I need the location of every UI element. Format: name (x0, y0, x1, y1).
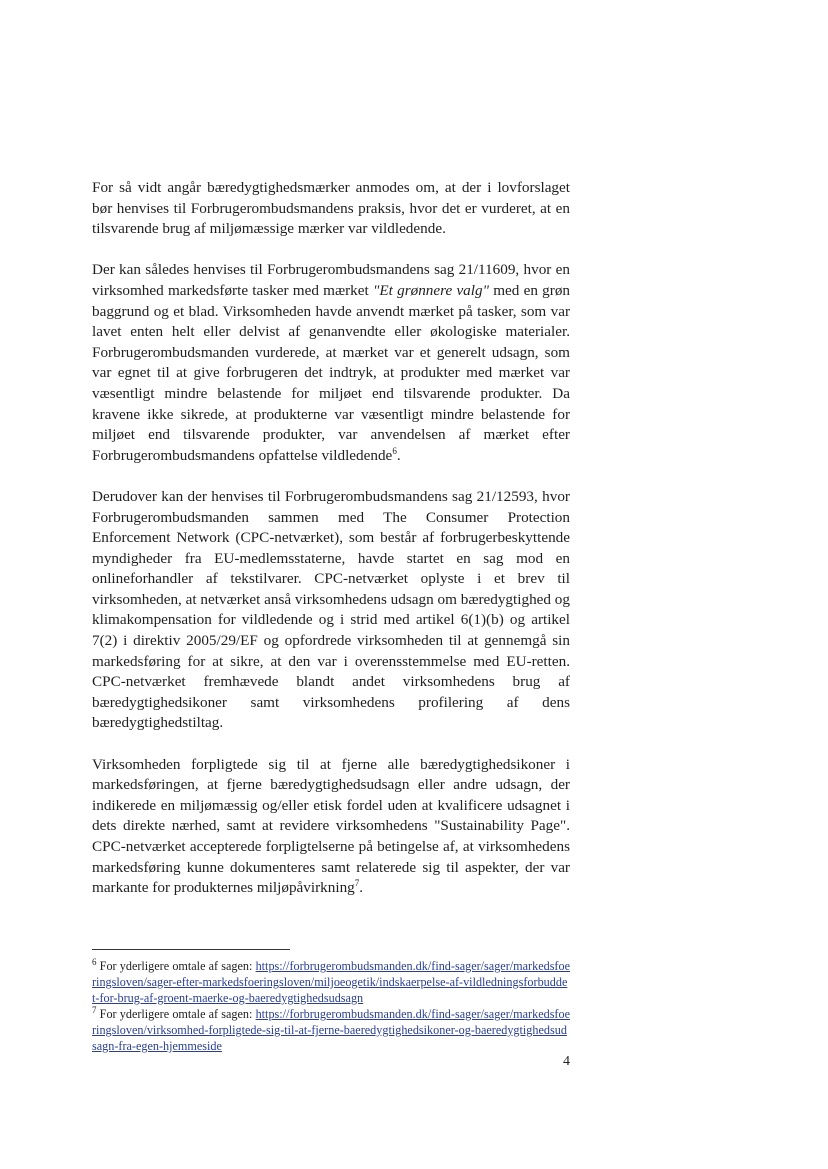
footnote-number: 6 (92, 956, 97, 967)
footnote-6 (92, 958, 570, 1006)
paragraph-2-end: . (396, 446, 401, 464)
paragraph-4-end: . (359, 879, 364, 897)
footnote-ref-6[interactable]: 6 (392, 445, 397, 456)
footnote-ref-7[interactable]: 7 (354, 878, 360, 889)
paragraph-1: For så vidt angår bæredygtighedsmærker anmodes om, at der i lovforslaget bør henvises til Forbrugerombudsmandens praksis, hvor det er vurderet, at en tilsvarende brug af miljømæssige mærker var vildledende. (92, 179, 570, 238)
paragraph-2-text-cont: med en grøn baggrund og et blad. Virksomheden havde anvendt mærket på tasker, som var lavet enten helt eller delvist af genanvendte eller økologiske materialer. Forbrugerombudsmanden vurderede, at mærket var et generelt udsagn, som var egnet til at give forbrugeren det indtryk, at produkter med mærket var væsentligt mindre belastende for miljøet end tilsvarende produkter. Da kravene ikke sikrede, at produkterne var væsentligt mindre belastende for miljøet end tilsvarende produkter, var anvendelsen af mærket efter Forbrugerombudsmandens opfattelse vildledende (92, 281, 571, 464)
footnote-link-7[interactable]: https://forbrugerombudsmanden.dk/find-sager/sager/markedsfoeringsloven/virksomhed-forpligtede-sig-til-at-fjerne-baeredygtighedsikoner-og-baeredygtighedsudsagn-fra-egen-hjemmeside (92, 1007, 570, 1053)
body-text (92, 178, 570, 919)
footnote-text: For yderligere omtale af sagen: (96, 959, 256, 973)
paragraph-4-text: Virksomheden forpligtede sig til at fjerne alle bæredygtighedsikoner i markedsføringen, at fjerne bæredygtighedsudsagn eller andre udsagn, der indikerede en miljømæssig og/eller etisk fordel uden at kvalificere udsagnet i dets direkte nærhed, samt at revidere virksomhedens "Sustainability Page". CPC-netværket accepterede forpligtelserne på betingelse af, at virksomhedens markedsføring kunne dokumenteres samt relaterede sig til aspekter, der var markante for produkternes miljøpåvirkning (92, 755, 570, 897)
footnote-text: For yderligere omtale af sagen: (96, 1007, 256, 1021)
footnote-number: 7 (92, 1004, 97, 1015)
paragraph-2 (92, 260, 570, 466)
footnote-7 (92, 1006, 570, 1054)
label-quote: "Et grønnere valg" (372, 281, 489, 299)
paragraph-4 (92, 755, 570, 899)
footnote-link-6[interactable]: https://forbrugerombudsmanden.dk/find-sager/sager/markedsfoeringsloven/sager-efter-markedsfoeringsloven/miljoeogetik/indskaerpelse-af-vildledningsforbuddet-for-brug-af-groent-maerke-og-baeredygtighedsudsagn (92, 959, 570, 1005)
footnotes (92, 958, 570, 1054)
paragraph-2-text: Der kan således henvises til Forbrugerombudsmandens sag 21/11609, hvor en virksomhed markedsførte tasker med mærket (92, 261, 570, 299)
page-number: 4 (563, 1054, 570, 1069)
paragraph-3: Derudover kan der henvises til Forbrugerombudsmandens sag 21/12593, hvor Forbrugerombudsmanden sammen med The Consumer Protection Enforcement Network (CPC-netværket), som består af forbrugerbeskyttende myndigheder fra EU-medlemsstaterne, havde startet en sag mod en onlineforhandler af tekstilvarer. CPC-netværket oplyste i et brev til virksomheden, at netværket anså virksomhedens udsagn om bæredygtighed og klimakompensation for vildledende og i strid med artikel 6(1)(b) og artikel 7(2) i direktiv 2005/29/EF og opfordrede virksomheden til at gennemgå sin markedsføring for at sikre, at den var i overensstemmelse med EU-retten. CPC-netværket fremhævede blandt andet virksomhedens brug af bæredygtighedsikoner samt virksomhedens profilering af dens bæredygtighedstiltag. (92, 487, 570, 732)
footnote-divider (92, 949, 290, 950)
